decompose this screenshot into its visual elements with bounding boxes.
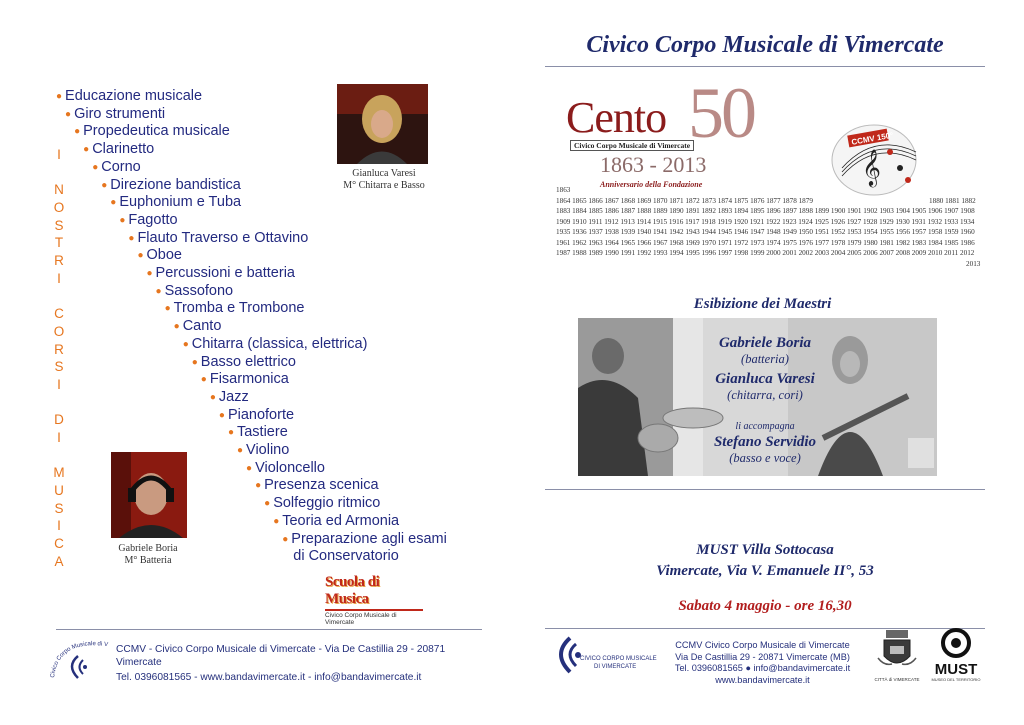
course-item (56, 283, 447, 301)
year-line: 1883 1884 1885 1886 1887 1888 1889 1890 1891 1892 1893 1894 1895 1896 1897 1898 1899 1900 1901 1902 1903 1904 1905 1906 1907 1908 (556, 207, 975, 215)
event-rule (545, 489, 985, 490)
year-line: 1909 1910 1911 1912 1913 1914 1915 1916 1917 1918 1919 1920 1921 1922 1923 1924 1925 1926 1927 1928 1929 1930 1931 1932 1933 1934 (556, 217, 975, 226)
left-footer-rule (56, 629, 482, 630)
course-item (56, 336, 447, 354)
scuola-di-musica-logo (325, 574, 423, 626)
course-item (56, 194, 447, 212)
course-item (56, 300, 447, 318)
course-item (56, 407, 447, 425)
vertical-letter: U (54, 483, 64, 499)
caption-name: Gabriele Boria (118, 543, 178, 554)
year-line: 1961 1962 1963 1964 1965 1966 1967 1968 1969 1970 1971 1972 1973 1974 1975 1976 1977 1978 1979 1980 1981 1982 1983 1984 1985 1986 (556, 238, 975, 247)
cento-anniversary: Anniversario della Fondazione (600, 180, 703, 189)
photo-gabriele-boria (111, 452, 187, 538)
must-sub: MUSEO DEL TERRITORIO (931, 677, 981, 682)
bullet-icon: ● (56, 91, 63, 102)
course-item (56, 389, 447, 407)
bullet-icon: ● (128, 232, 135, 244)
course-label: Sassofono (164, 282, 234, 299)
bullet-icon: ● (155, 285, 162, 297)
event-block (620, 296, 905, 313)
vertical-letter: I (57, 270, 61, 286)
scuola-logo-title: Scuola di Musica (325, 574, 380, 607)
vertical-letter: T (54, 235, 64, 251)
course-label: Teoria ed Armonia (282, 512, 400, 529)
bullet-icon: ● (173, 321, 180, 333)
ccmv-footer-logo-text1: CIVICO CORPO MUSICALE (580, 656, 657, 662)
page-title: Civico Corpo Musicale di Vimercate (586, 32, 944, 58)
must-text: MUST (934, 661, 978, 678)
course-label: Percussioni e batteria (155, 265, 295, 282)
cento-word: Cento (566, 93, 667, 142)
course-item (56, 424, 447, 442)
vertical-letter: O (53, 200, 65, 216)
course-item (56, 371, 447, 389)
ccmv-footer-logo (548, 632, 658, 676)
caption-name: Gianluca Varesi (352, 168, 416, 179)
svg-text:𝄞: 𝄞 (862, 148, 881, 186)
course-label: di Conservatorio (293, 548, 399, 565)
course-label: Chitarra (classica, elettrica) (191, 335, 368, 352)
svg-text:Civico Corpo Musicale di Vimer (48, 634, 108, 678)
performer-2: Gianluca Varesi (715, 371, 815, 387)
year-line: 1987 1988 1989 1990 1991 1992 1993 1994 1995 1996 1997 1998 1999 2000 2001 2002 2003 2004 2005 2006 2007 2008 2009 2010 2011 2012 (556, 249, 975, 257)
vertical-letter: S (54, 359, 64, 375)
venue-line1: MUST Villa Sottocasa (696, 542, 834, 558)
bullet-icon: ● (273, 515, 280, 527)
photo-bottom-caption (100, 543, 196, 567)
left-footer-line1: CCMV - Civico Corpo Musicale di Vimercate - Via De Castillia 29 - 20871 Vimercate (116, 644, 446, 668)
scuola-logo-subtitle: Civico Corpo Musicale di Vimercate (325, 612, 397, 626)
bullet-icon: ● (92, 161, 99, 173)
course-label: Jazz (218, 388, 249, 405)
vertical-letter: A (54, 553, 64, 569)
course-label: Educazione musicale (65, 88, 203, 104)
year-line: 1935 1936 1937 1938 1939 1940 1941 1942 1943 1944 1945 1946 1947 1948 1949 1950 1951 1952 1953 1954 1955 1956 1957 1958 1959 1960 (556, 228, 975, 236)
course-label: Fisarmonica (209, 371, 289, 388)
right-footer-line4: www.bandavimercate.it (715, 674, 810, 685)
event-heading: Esibizione dei Maestri (693, 296, 832, 312)
cento50-logo (566, 73, 786, 194)
vertical-letter: M (53, 465, 65, 481)
bullet-icon: ● (237, 445, 244, 457)
ccmv-round-logo (48, 634, 112, 684)
vertical-letter: C (54, 306, 64, 322)
vertical-letter: O (53, 323, 65, 339)
bullet-icon: ● (119, 214, 126, 226)
course-label: Solfeggio ritmico (273, 495, 381, 512)
course-label: Giro strumenti (74, 105, 166, 122)
caption-role: M° Chitarra e Basso (343, 180, 425, 191)
course-label: Oboe (146, 247, 182, 264)
bullet-icon: ● (146, 268, 153, 280)
vertical-letter: C (54, 536, 64, 552)
bullet-icon: ● (191, 356, 198, 368)
vertical-letter: R (54, 341, 64, 357)
performer-1-role: (batteria) (741, 352, 789, 366)
cento-number: 50 (688, 73, 754, 153)
course-item (56, 318, 447, 336)
performer-3-role: (basso e voce) (729, 451, 801, 465)
right-footer-line2: Via De Castillia 29 - 20871 Vimercate (MB) (675, 651, 850, 662)
bullet-icon: ● (218, 409, 225, 421)
bullet-icon: ● (74, 126, 81, 138)
performer-2-role: (chitarra, cori) (727, 388, 803, 402)
performer-1: Gabriele Boria (718, 335, 812, 351)
bullet-icon: ● (264, 498, 271, 510)
course-label: Clarinetto (92, 141, 155, 158)
scuola-logo-rule (325, 609, 423, 611)
course-label: Presenza scenica (264, 477, 379, 494)
event-datetime: Sabato 4 maggio - ore 16,30 (678, 598, 852, 614)
course-label: Preparazione agli esami (291, 530, 447, 547)
course-label: Canto (182, 318, 222, 335)
vertical-letter: S (54, 217, 64, 233)
bullet-icon: ● (200, 374, 207, 386)
year-block (556, 185, 980, 269)
ccmv-footer-logo-text2: DI VIMERCATE (594, 664, 637, 670)
citta-vimercate-crest (874, 628, 920, 680)
left-footer-text (116, 643, 486, 684)
course-label: Pianoforte (227, 406, 295, 423)
cento-years: 1863 - 2013 (600, 152, 707, 177)
bullet-icon: ● (110, 197, 117, 209)
venue-line2: Vimercate, Via V. Emanuele II°, 53 (656, 563, 874, 579)
year-right-tail: 1880 1881 1882 (929, 196, 976, 205)
bullet-icon: ● (209, 391, 216, 403)
course-item (56, 230, 447, 248)
must-logo (928, 628, 984, 684)
right-footer-text (670, 640, 855, 686)
course-label: Fagotto (128, 211, 178, 228)
course-label: Basso elettrico (200, 353, 296, 370)
bullet-icon: ● (255, 480, 262, 492)
cento-band-label: Civico Corpo Musicale di Vimercate (570, 140, 694, 151)
vertical-letter: I (57, 518, 61, 534)
bullet-icon: ● (227, 427, 234, 439)
course-label: Corno (101, 158, 141, 175)
course-label: Violino (246, 442, 290, 459)
caption-role: M° Batteria (124, 555, 172, 566)
bullet-icon: ● (65, 108, 72, 120)
vertical-letter: I (57, 147, 61, 162)
bullet-icon: ● (182, 338, 189, 350)
vertical-letter: D (54, 412, 64, 428)
course-label: Flauto Traverso e Ottavino (137, 229, 309, 246)
course-label: Violoncello (255, 459, 325, 476)
year-line: 1863 (556, 186, 571, 194)
right-footer-line3: Tel. 0396081565 ● info@bandavimercate.it (674, 663, 851, 673)
bullet-icon: ● (246, 462, 253, 474)
citta-label: CITTÀ di VIMERCATE (874, 677, 920, 682)
vertical-letter: N (54, 182, 64, 198)
ccmv-arc-text: Civico Corpo Musicale di V (50, 641, 109, 679)
photo-gianluca-varesi (337, 84, 428, 164)
photo-top-caption (330, 168, 438, 192)
bullet-icon: ● (282, 533, 289, 545)
bullet-icon: ● (101, 179, 108, 191)
course-item (56, 354, 447, 372)
course-label: Euphonium e Tuba (119, 194, 242, 211)
course-item (56, 247, 447, 265)
course-label: Tastiere (236, 424, 288, 441)
vertical-letter: I (57, 376, 61, 392)
bullet-icon: ● (164, 303, 171, 315)
vertical-letter: S (54, 500, 64, 516)
course-item (56, 265, 447, 283)
course-item (56, 212, 447, 230)
left-footer-line2: Tel. 0396081565 - www.bandavimercate.it - info@bandavimercate.it (116, 672, 422, 683)
course-label: Direzione bandistica (110, 176, 241, 193)
right-footer-line1: CCMV Civico Corpo Musicale di Vimercate (675, 640, 850, 650)
venue-block (545, 541, 985, 581)
bullet-icon: ● (83, 144, 90, 156)
course-label: Propedeutica musicale (83, 123, 230, 140)
course-label: Tromba e Trombone (173, 300, 305, 317)
badge-text: CCMV 150° (850, 130, 894, 147)
accompany-label: li accompagna (735, 421, 795, 432)
year-line: 2013 (966, 259, 981, 268)
performer-3: Stefano Servidio (713, 434, 817, 450)
title-rule (545, 66, 985, 67)
event-performers (640, 334, 890, 466)
vertical-letter: I (57, 430, 61, 445)
bullet-icon: ● (137, 250, 144, 262)
vertical-letter: R (54, 253, 64, 269)
year-line: 1864 1865 1866 1867 1868 1869 1870 1871 1872 1873 1874 1875 1876 1877 1878 1879 (556, 196, 813, 205)
